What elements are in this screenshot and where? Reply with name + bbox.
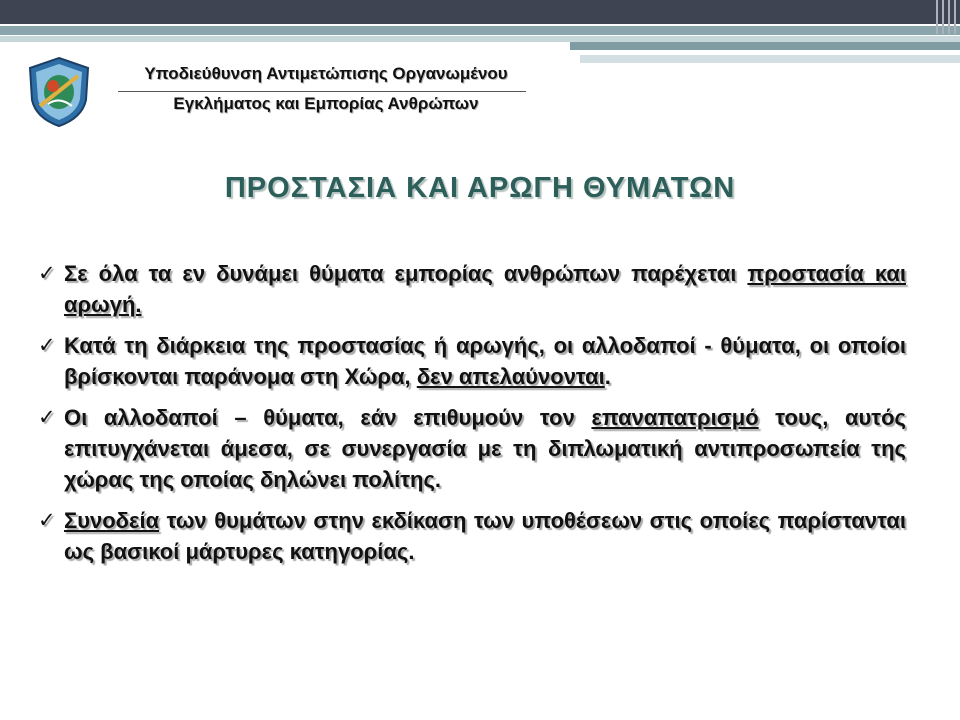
header-stripe <box>560 50 890 53</box>
bullet-emphasis: επαναπατρισμό <box>591 405 759 430</box>
checkmark-icon: ✓ <box>38 262 56 285</box>
bullet-text: των θυμάτων στην εκδίκαση των υποθέσεων στις οποίες παρίστανται ως βασικοί μάρτυρες κατηγορίας. <box>64 508 906 564</box>
bullet-text: . <box>604 364 611 389</box>
bullet-item <box>36 402 906 495</box>
header-stripe <box>580 55 960 63</box>
header-bar <box>0 0 960 24</box>
agency-name-line-1: Υποδιεύθυνση Αντιμετώπισης Οργανωμένου <box>144 64 508 83</box>
bullet-text: Σε όλα τα εν δυνάμει θύματα εμπορίας ανθρώπων παρέχεται <box>64 261 748 286</box>
bullet-text: Οι αλλοδαποί – θύματα, εάν επιθυμούν τον <box>64 405 592 430</box>
checkmark-icon: ✓ <box>38 406 56 429</box>
divider <box>118 91 526 92</box>
header-stripe <box>0 26 960 35</box>
bullet-list <box>36 258 906 567</box>
checkmark-icon: ✓ <box>38 509 56 532</box>
header-stripe <box>570 42 960 50</box>
bullet-text: Κατά τη διάρκεια της προστασίας ή αρωγής, οι αλλοδαποί - θύματα, οι οποίοι βρίσκονται παράνομα στη Χώρα, <box>64 333 906 389</box>
bullet-item <box>36 505 906 567</box>
bullet-item <box>36 258 906 320</box>
bullet-text: τους, αυτός επιτυγχάνεται άμεσα, σε συνεργασία με τη διπλωματική αντιπροσωπεία της χώρας της οποίας δηλώνει πολίτης. <box>64 405 906 492</box>
slide-title: ΠΡΟΣΤΑΣΙΑ ΚΑΙ ΑΡΩΓΗ ΘΥΜΑΤΩΝ <box>224 172 736 204</box>
agency-name-line-2: Εγκλήματος και Εμπορίας Ανθρώπων <box>173 94 479 113</box>
checkmark-icon: ✓ <box>38 334 56 357</box>
bullet-emphasis: δεν απελαύνονται <box>416 364 605 389</box>
bullet-emphasis: Συνοδεία <box>64 508 160 533</box>
bullet-emphasis: προστασία και αρωγή. <box>64 261 906 317</box>
police-crest-icon <box>26 56 92 128</box>
bullet-item <box>36 330 906 392</box>
